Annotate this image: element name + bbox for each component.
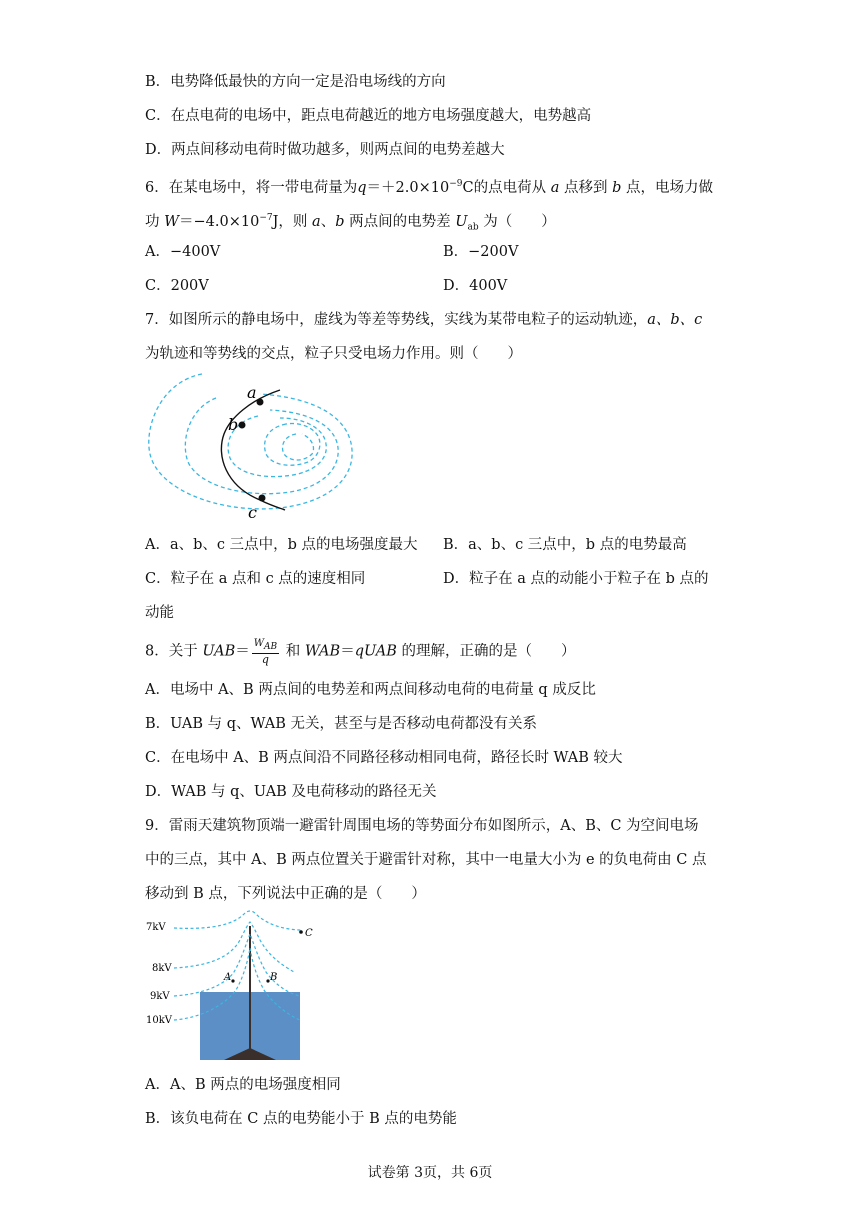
q7-option-d: D．粒子在 a 点的动能小于粒子在 b 点的 — [443, 571, 709, 587]
q8-option-c: C．在电场中 A、B 两点间沿不同路径移动相同电荷，路径长时 WAB 较大 — [145, 750, 623, 766]
label-c: C — [305, 928, 313, 939]
q6-option-a: A．−400V — [145, 244, 221, 260]
q8-option-b: B．UAB 与 q、WAB 无关，甚至与是否移动电荷都没有关系 — [145, 716, 537, 732]
q9-stem-line3: 移动到 B 点，下列说法中正确的是（ ） — [145, 886, 426, 902]
label-a: A — [224, 972, 232, 983]
q6-option-b: B．−200V — [443, 244, 519, 260]
point-a-dot — [231, 979, 234, 982]
point-b-dot — [239, 422, 246, 429]
point-c-dot — [259, 495, 266, 502]
q8-option-d: D．WAB 与 q、UAB 及电荷移动的路径无关 — [145, 784, 437, 800]
particle-trajectory — [221, 390, 285, 510]
label-9kv: 9kV — [150, 991, 170, 1002]
q7-option-b: B．a、b、c 三点中，b 点的电势最高 — [443, 537, 687, 553]
q6-stem-line1: 6．在某电场中，将一带电荷量为$q=+2.0\times 10^{-9}C$的点电荷从 a 点移到 b 点，电场力做 — [145, 179, 713, 196]
q7-stem-line1: 7．如图所示的静电场中，虚线为等差等势线，实线为某带电粒子的运动轨迹，a、b、c — [145, 312, 703, 328]
label-8kv: 8kV — [152, 963, 172, 974]
label-10kv: 10kV — [146, 1015, 173, 1026]
q7-figure — [140, 368, 360, 526]
q8-stem: 8．关于 UAB＝ $\frac{W_{AB}}{q}$ 和 WAB＝qUAB 的理解，正确的是（ ） — [145, 638, 576, 666]
q7-option-c: C．粒子在 a 点和 c 点的速度相同 — [145, 571, 366, 587]
q9-option-b: B．该负电荷在 C 点的电势能小于 B 点的电势能 — [145, 1111, 457, 1127]
page-footer: 试卷第 3页，共 6页 — [367, 1165, 493, 1181]
point-c-dot — [299, 930, 303, 934]
q9-figure — [144, 910, 324, 1065]
q9-stem-line2: 中的三点，其中 A、B 两点位置关于避雷针对称，其中一电量大小为 e 的负电荷由 C 点 — [145, 852, 707, 868]
point-a-dot — [257, 399, 264, 406]
q6-stem-line2: 功 $W=-4.0\times 10^{-7}J$，则 a、b 两点间的电势差 $U_{ab}$ 为（ ） — [145, 213, 556, 233]
point-b-label: b — [228, 415, 239, 434]
point-a-label: a — [247, 383, 257, 402]
q5-option-b: B．电势降低最快的方向一定是沿电场线的方向 — [145, 74, 446, 90]
fraction-w-over-q: $\frac{W_{AB}}{q}$ — [253, 638, 278, 666]
label-7kv: 7kV — [146, 922, 166, 933]
q9-stem-line1: 9．雷雨天建筑物顶端一避雷针周围电场的等势面分布如图所示，A、B、C 为空间电场 — [145, 818, 699, 834]
q7-stem-line2: 为轨迹和等势线的交点，粒子只受电场力作用。则（ ） — [145, 346, 522, 362]
q7-option-a: A．a、b、c 三点中，b 点的电场强度最大 — [145, 537, 418, 553]
label-b: B — [270, 972, 278, 983]
point-c-label: c — [248, 503, 257, 522]
q6-option-c: C．200V — [145, 278, 209, 294]
q8-option-a: A．电场中 A、B 两点间的电势差和两点间移动电荷的电荷量 q 成反比 — [145, 682, 596, 698]
q7-option-d-cont: 动能 — [145, 605, 174, 621]
q5-option-c: C．在点电荷的电场中，距点电荷越近的地方电场强度越大，电势越高 — [145, 108, 592, 124]
q5-option-d: D．两点间移动电荷时做功越多，则两点间的电势差越大 — [145, 142, 505, 158]
q9-option-a: A．A、B 两点的电场强度相同 — [145, 1077, 341, 1093]
q6-option-d: D．400V — [443, 278, 508, 294]
